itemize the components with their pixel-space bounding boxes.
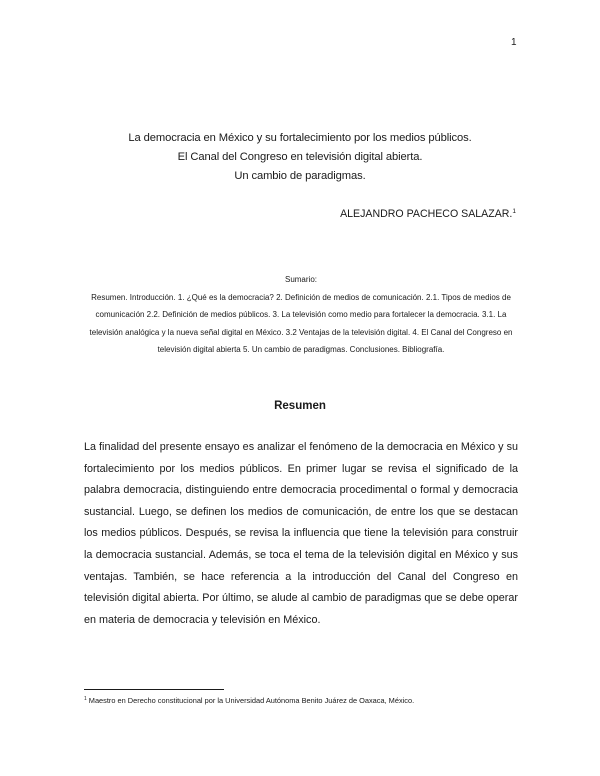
page-number: 1 [511,37,517,48]
footnote [84,696,524,705]
title-line-2: El Canal del Congreso en televisión digital abierta. [177,151,423,163]
footnote-separator [84,689,224,690]
footnote-mark: 1 [84,696,87,702]
author-footnote-mark: 1 [512,208,516,215]
summary-block [84,271,518,359]
abstract-heading: Resumen [274,400,326,412]
footnote-text: Maestro en Derecho constitucional por la Universidad Autónoma Benito Juárez de Oaxaca, México. [88,696,415,705]
author-name: ALEJANDRO PACHECO SALAZAR. [340,208,513,220]
abstract-body: La finalidad del presente ensayo es analizar el fenómeno de la democracia en México y su fortalecimiento por los medios públicos. En primer lugar se revisa el significado de la palabra democracia, distinguiendo entre democracia procedimental o formal y democracia sustancial. Luego, se definen los medios de comunicación, de entre los que se destacan los medios públicos. Después, se revisa la influencia que tiene la televisión para construir la democracia sustancial. Además, se toca el tema de la televisión digital en México y sus ventajas. También, se hace referencia a la introducción del Canal del Congreso en televisión digital abierta. Por último, se alude al cambio de paradigmas que se debe operar en materia de democracia y televisión en México. [84,441,518,626]
document-title [0,129,600,186]
author-line [340,208,516,220]
title-line-1: La democracia en México y su fortalecimiento por los medios públicos. [128,132,472,144]
summary-text: Resumen. Introducción. 1. ¿Qué es la democracia? 2. Definición de medios de comunicación. 2.1. Tipos de medios de comunicación 2.2. Definición de medios públicos. 3. La televisión como medio para fortalecer la democracia. 3.1. La televisión analógica y la nueva señal digital en México. 3.2 Ventajas de la televisión digital. 4. El Canal del Congreso en televisión digital abierta 5. Un cambio de paradigmas. Conclusiones. Bibliografía. [89,292,513,355]
title-line-3: Un cambio de paradigmas. [234,170,366,182]
summary-heading: Sumario: [284,275,317,284]
